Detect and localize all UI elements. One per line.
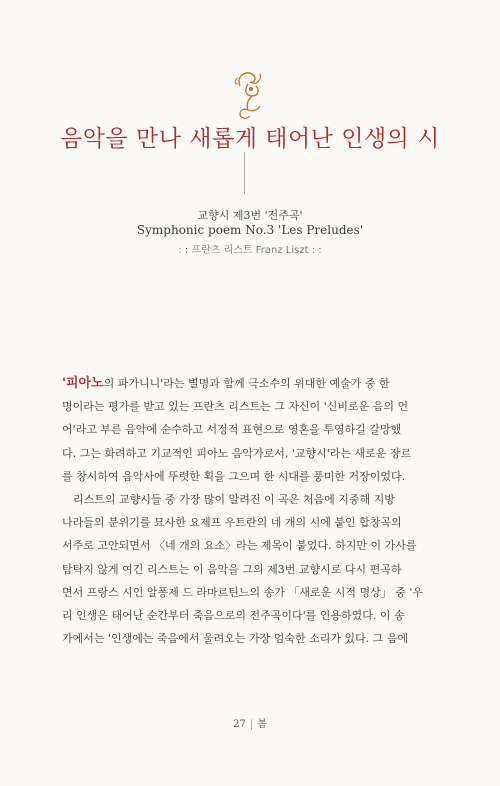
body-line: 명이라는 평가를 받고 있는 프란츠 리스트는 그 자신이 '신비로운 음의 언: [62, 400, 409, 414]
body-text: [62, 372, 434, 650]
page-title: 음악을 만나 새롭게 태어난 인생의 시: [60, 126, 440, 152]
body-line: 가에서는 '인생에는 죽음에서 울려오는 가장 엄숙한 소리가 있다. 그 음에: [62, 632, 409, 646]
page-footer: [0, 715, 500, 730]
page-number: 27: [233, 719, 246, 730]
lead-word: '피아노: [62, 376, 104, 391]
body-line: 나라들의 분위기를 묘사한 요제프 우트란의 네 개의 시에 붙인 합창곡의: [62, 516, 402, 530]
body-line: 리스트의 교향시들 중 가장 많이 알려진 이 곡은 처음에 지중해 지방: [73, 493, 395, 507]
body-line: 면서 프랑스 시인 알퐁제 드 라마르틴느의 송가 「새로운 시적 명상」 중 '우: [62, 585, 424, 599]
body-line: '피아노의 파가니니'라는 별명과 함께 극소수의 위대한 예술가 중 한: [62, 376, 390, 391]
footer-separator: |: [249, 719, 254, 730]
body-line: 서주로 고안되면서 〈네 개의 요소〉라는 제목이 붙었다. 하지만 이 가사를: [62, 539, 417, 553]
body-line: 리 인생은 태어난 순간부터 죽음으로의 전주곡이다'를 인용하였다. 이 송: [62, 609, 405, 623]
divider-line: [244, 152, 245, 194]
composer-line: : : 프란츠 리스트 Franz Liszt : :: [178, 245, 322, 256]
body-line: 탐탁지 않게 여긴 리스트는 이 음악을 그의 제3번 교향시로 다시 편곡하: [62, 562, 402, 576]
subtitle-english: Symphonic poem No.3 'Les Preludes': [136, 223, 364, 237]
body-line: 어'라고 부른 음악에 순수하고 서정적 표현으로 영혼을 투영하길 갈망했: [62, 423, 402, 437]
flower-ornament-icon: [226, 66, 274, 124]
subtitle-korean: 교향시 제3번 '전주곡': [197, 209, 303, 222]
body-line: 를 창시하여 음악사에 뚜렷한 획을 그으며 한 시대를 풍미한 거장이었다.: [62, 469, 406, 483]
section-name: 봄: [257, 719, 267, 730]
body-line: 다. 그는 화려하고 기교적인 피아노 음악가로서, '교향시'라는 새로운 장르: [62, 446, 412, 460]
